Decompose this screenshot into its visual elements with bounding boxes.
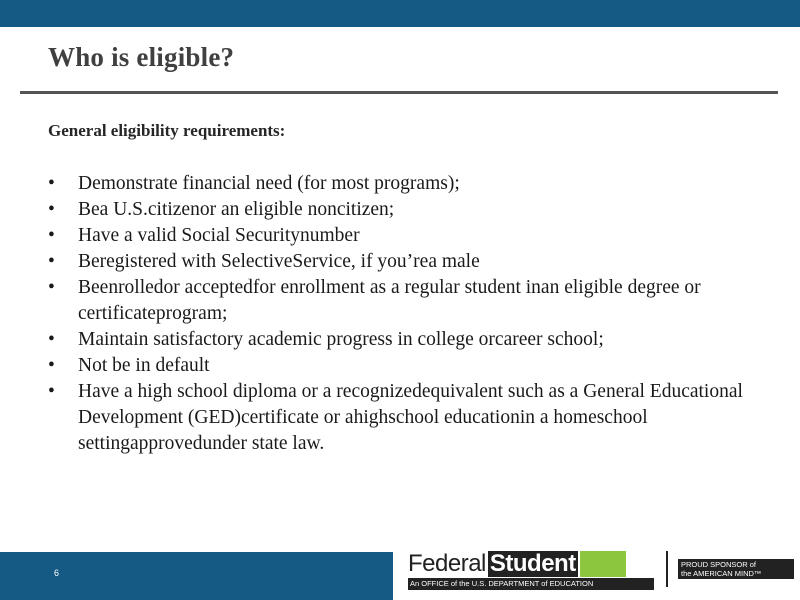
list-item-text: Not be in default	[78, 355, 210, 376]
bullet-icon: •	[48, 355, 55, 376]
sponsor-line-2: the AMERICAN MIND™	[681, 569, 762, 578]
logo-wordmark	[408, 551, 626, 577]
bullet-icon: •	[48, 225, 55, 246]
list-item-text: Maintain satisfactory academic progress in college orcareer school;	[78, 329, 604, 350]
sponsor-label	[678, 559, 794, 579]
list-item	[48, 379, 748, 457]
logo-tagline: An OFFICE of the U.S. DEPARTMENT of EDUCATION	[408, 578, 654, 590]
bullet-icon: •	[48, 277, 55, 298]
list-item-text: Bea U.S.citizenor an eligible noncitizen;	[78, 199, 395, 220]
list-item	[48, 275, 748, 327]
list-item	[48, 223, 748, 249]
bullet-icon: •	[48, 173, 55, 194]
list-item-text: Demonstrate financial need (for most programs);	[78, 173, 460, 194]
bullet-icon: •	[48, 329, 55, 350]
title-divider	[20, 91, 778, 94]
bullet-icon: •	[48, 381, 55, 402]
list-item-text: Have a high school diploma or a recognizedequivalent such as a General Educational Development (GED)certificate or ahighschool educationin a homeschool settingapprovedunder state law.	[78, 381, 743, 454]
subheading: General eligibility requirements:	[48, 121, 286, 140]
list-item	[48, 327, 748, 353]
bullet-icon: •	[48, 251, 55, 272]
page-number: 6	[54, 568, 60, 578]
federal-student-aid-logo	[408, 551, 788, 591]
bullet-icon: •	[48, 199, 55, 220]
logo-divider	[666, 551, 668, 587]
list-item-text: Beregistered with SelectiveService, if you’rea male	[78, 251, 480, 272]
top-color-bar	[0, 0, 800, 27]
slide-title: Who is eligible?	[48, 42, 235, 72]
list-item	[48, 353, 748, 379]
list-item	[48, 197, 748, 223]
sponsor-line-1: PROUD SPONSOR of	[681, 560, 757, 569]
logo-green-block	[580, 551, 626, 577]
logo-word-student: Student	[489, 550, 576, 577]
eligibility-list	[48, 171, 748, 457]
list-item-text: Beenrolledor acceptedfor enrollment as a regular student inan eligible degree or certificateprogram;	[78, 277, 701, 324]
list-item	[48, 171, 748, 197]
list-item-text: Have a valid Social Securitynumber	[78, 225, 360, 246]
logo-word-federal: Federal	[408, 550, 486, 577]
list-item	[48, 249, 748, 275]
